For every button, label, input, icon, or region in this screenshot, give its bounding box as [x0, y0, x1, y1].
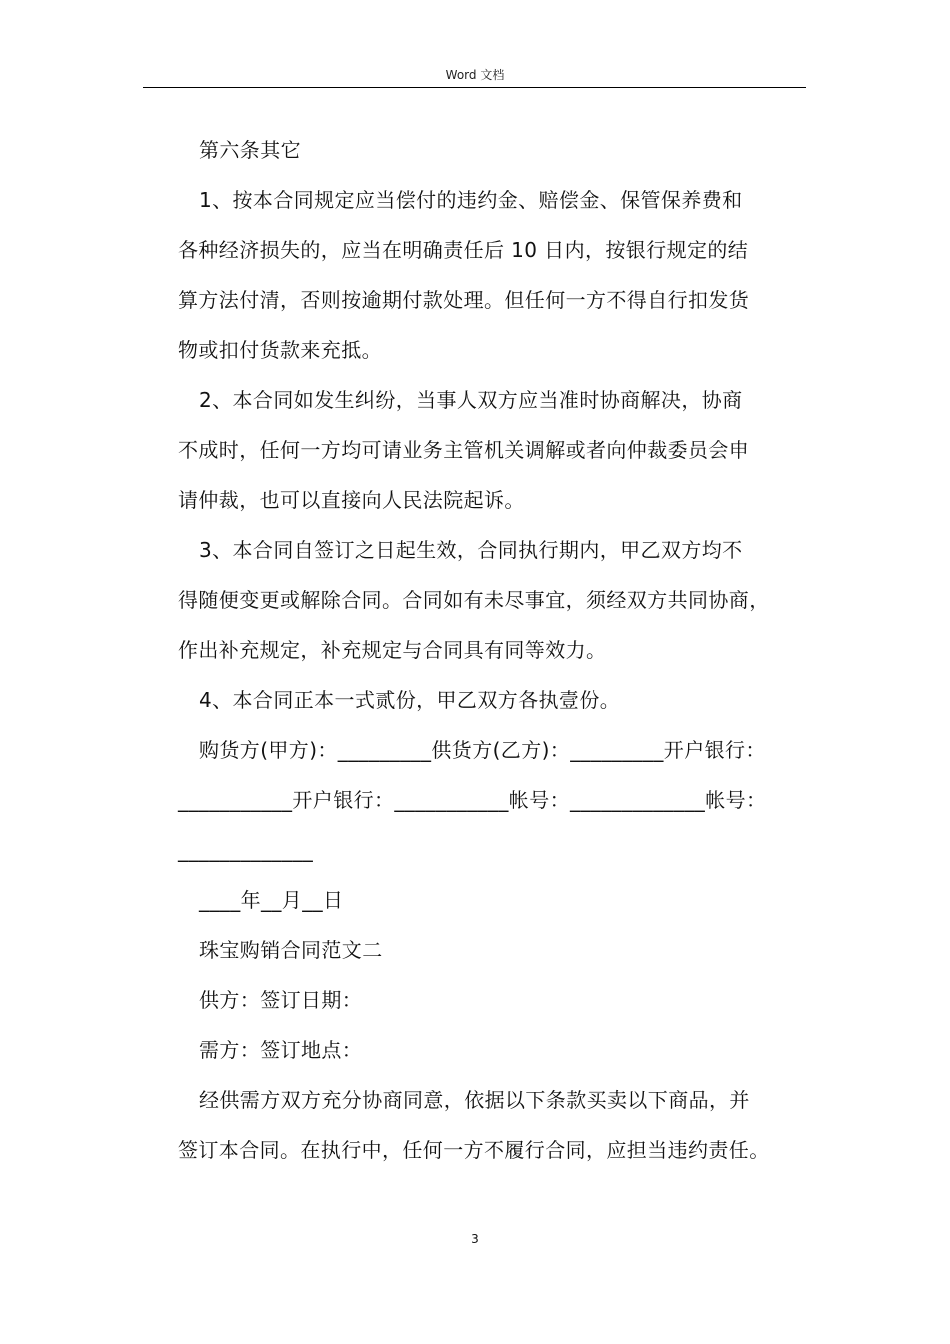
- paragraph-line: 3、本合同自签订之日起生效，合同执行期内，甲乙双方均不: [199, 538, 743, 562]
- supplier-line: 供方：签订日期：: [199, 988, 363, 1012]
- paragraph-line: 经供需方双方充分协商同意，依据以下条款买卖以下商品，并: [199, 1088, 750, 1112]
- date-line: ____年__月__日: [199, 888, 344, 912]
- buyer-line: 需方：签订地点：: [199, 1038, 363, 1062]
- section-title: 珠宝购销合同范文二: [199, 938, 383, 962]
- paragraph-line: 请仲裁，也可以直接向人民法院起诉。: [178, 488, 525, 512]
- paragraph-line: 各种经济损失的，应当在明确责任后 10 日内，按银行规定的结: [178, 238, 749, 262]
- paragraph-line: 物或扣付货款来充抵。: [178, 338, 382, 362]
- article-heading: 第六条其它: [199, 138, 301, 162]
- header-divider: [143, 87, 806, 88]
- signature-line: ___________开户银行：___________帐号：_____________帐号：: [178, 788, 767, 812]
- paragraph-line: 4、本合同正本一式贰份，甲乙双方各执壹份。: [199, 688, 621, 712]
- paragraph-line: 1、按本合同规定应当偿付的违约金、赔偿金、保管保养费和: [199, 188, 743, 212]
- paragraph-line: 作出补充规定，补充规定与合同具有同等效力。: [178, 638, 607, 662]
- paragraph-line: 2、本合同如发生纠纷，当事人双方应当准时协商解决，协商: [199, 388, 743, 412]
- page-number: 3: [471, 1232, 479, 1246]
- signature-line: 购货方(甲方)：_________供货方(乙方)：_________开户银行：: [199, 738, 766, 762]
- header-title: Word 文档: [445, 68, 505, 82]
- paragraph-line: 不成时，任何一方均可请业务主管机关调解或者向仲裁委员会申: [178, 438, 750, 462]
- signature-line: _____________: [178, 838, 314, 862]
- paragraph-line: 签订本合同。在执行中，任何一方不履行合同，应担当违约责任。: [178, 1138, 770, 1162]
- paragraph-line: 得随便变更或解除合同。合同如有未尽事宜，须经双方共同协商，: [178, 588, 770, 612]
- paragraph-line: 算方法付清，否则按逾期付款处理。但任何一方不得自行扣发货: [178, 288, 750, 312]
